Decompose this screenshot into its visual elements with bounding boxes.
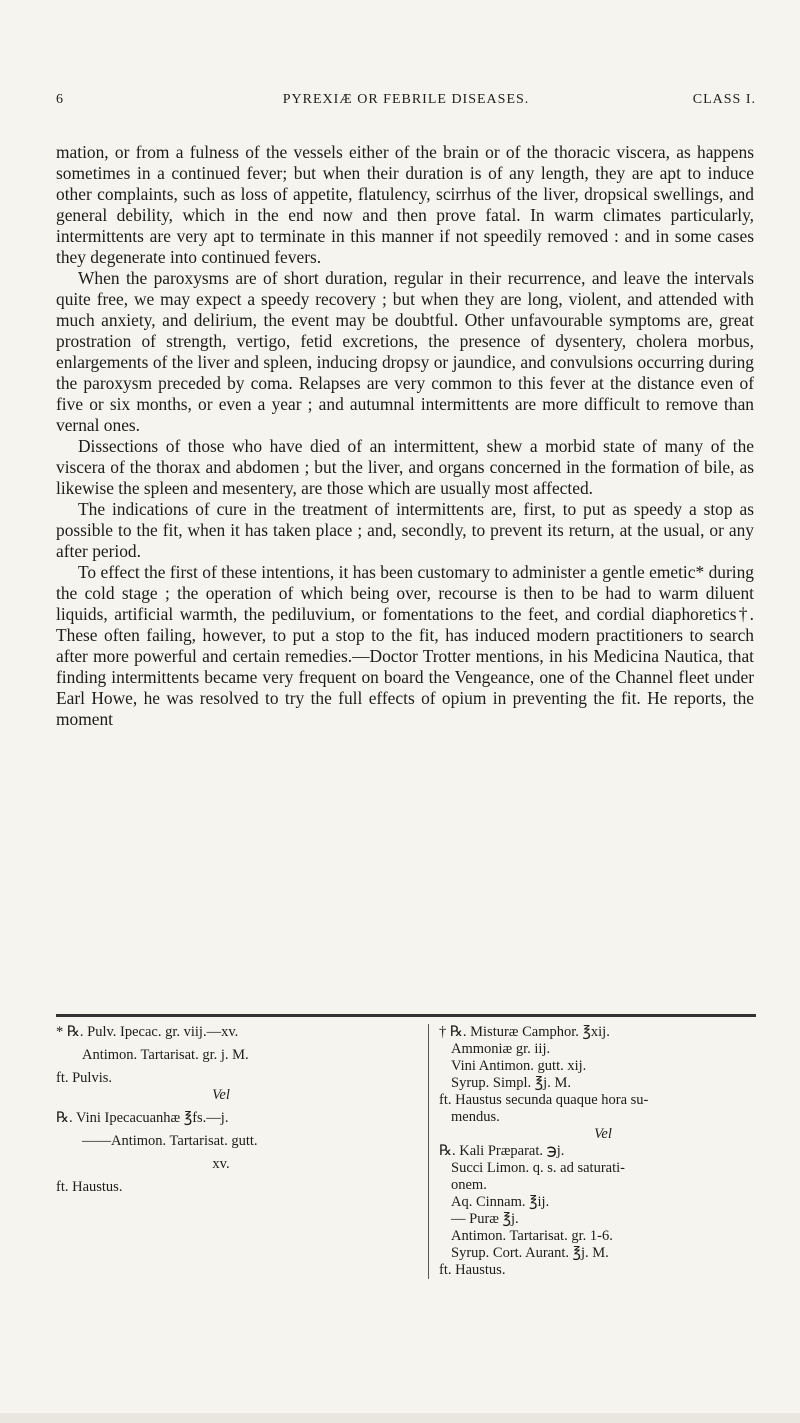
page-edge bbox=[0, 1413, 800, 1423]
paragraph: The indications of cure in the treatment of intermittents are, first, to put as speedy a stop as possible to the fit, when it has taken place ; and, secondly, to prevent its return, at the usual, or any after period. bbox=[56, 499, 754, 561]
footnote-line: Syrup. Simpl. ℥j. M. bbox=[451, 1075, 571, 1091]
footnote-divider bbox=[56, 1014, 756, 1017]
paragraph: To effect the first of these intentions, it has been customary to administer a gentle emetic* during the cold stage ; the operation of which being over, recourse is then to be had to warm diluent liquids, artificial warmth, the pediluvium, or fomentations to the feet, and cordial diaphoretics†. These often failing, however, to put a stop to the fit, has induced modern practitioners to search after more powerful and certain remedies.—Doctor Trotter mentions, in his Medicina Nautica, that finding intermittents became very frequent on board the Vengeance, one of the Channel fleet under Earl Howe, he was resolved to try the full effects of opium in preventing the fit. He reports, the moment bbox=[56, 562, 754, 729]
footnote-line: onem. bbox=[451, 1177, 487, 1193]
footnote-line: * ℞. Pulv. Ipecac. gr. viij.—xv. bbox=[56, 1024, 239, 1040]
paragraph: When the paroxysms are of short duration, regular in their recurrence, and leave the intervals quite free, we may expect a speedy recovery ; but when they are long, violent, and attended with much anxiety, and delirium, the event may be doubtful. Other unfavourable symptoms are, great prostration of strength, vertigo, fetid excretions, the presence of dysentery, cholera morbus, enlargements of the liver and spleen, inducing dropsy or jaundice, and convulsions occurring during the paroxysm preceded by coma. Relapses are very common to this fever at the distance even of five or six months, or even a year ; and autumnal intermittents are more difficult to remove than vernal ones. bbox=[56, 268, 754, 435]
paragraph: Dissections of those who have died of an intermittent, shew a morbid state of many of the viscera of the thorax and abdomen ; but the liver, and organs concerned in the formation of bile, as likewise the spleen and mesentery, are those which are usually most affected. bbox=[56, 436, 754, 498]
footnote-left bbox=[56, 1024, 386, 1196]
footnote-line: xv. bbox=[212, 1156, 230, 1172]
footnote-line: Succi Limon. q. s. ad saturati- bbox=[451, 1160, 625, 1176]
paragraph: mation, or from a fulness of the vessels either of the brain or of the thoracic viscera, as happens sometimes in a continued fever; but when their duration is of any length, they are apt to induce other complaints, such as loss of appetite, flatulency, scirrhus of the liver, dropsical swellings, and general debility, which in the end now and then prove fatal. In warm climates particularly, intermittents are very apt to terminate in this manner if not speedily removed : and in some cases they degenerate into continued fevers. bbox=[56, 142, 754, 267]
footnote-line: † ℞. Misturæ Camphor. ℥xij. bbox=[439, 1024, 610, 1040]
class-label: CLASS I. bbox=[692, 92, 756, 107]
footnote-line: Vini Antimon. gutt. xij. bbox=[451, 1058, 587, 1074]
footnote-right bbox=[428, 1024, 767, 1279]
footnote-line: ft. Haustus. bbox=[56, 1179, 123, 1195]
footnote-line: Ammoniæ gr. iij. bbox=[451, 1041, 551, 1057]
footnote-line: ft. Haustus. bbox=[439, 1262, 506, 1278]
footnote-line: Aq. Cinnam. ℥ij. bbox=[451, 1194, 550, 1210]
footnote-line: — Puræ ℥j. bbox=[451, 1211, 519, 1227]
footnote-line: ℞. Vini Ipecacuanhæ ℥fs.—j. bbox=[56, 1110, 229, 1126]
footnote-line: ——Antimon. Tartarisat. gutt. bbox=[82, 1133, 258, 1149]
page-number: 6 bbox=[56, 92, 64, 107]
main-text bbox=[56, 142, 754, 730]
footnote-line: Vel bbox=[212, 1087, 230, 1103]
footnote-line: Antimon. Tartarisat. gr. 1-6. bbox=[451, 1228, 613, 1244]
footnote-line: ft. Pulvis. bbox=[56, 1070, 112, 1086]
footnote-line: ft. Haustus secunda quaque hora su- bbox=[439, 1092, 649, 1108]
footnote-line: Syrup. Cort. Aurant. ℥j. M. bbox=[451, 1245, 609, 1261]
footnote-line: mendus. bbox=[451, 1109, 500, 1125]
running-title: PYREXIÆ OR FEBRILE DISEASES. bbox=[282, 92, 530, 107]
running-header bbox=[56, 92, 756, 114]
footnote-line: Antimon. Tartarisat. gr. j. M. bbox=[82, 1047, 249, 1063]
footnote-line: ℞. Kali Præparat. ℈j. bbox=[439, 1143, 565, 1159]
footnote-line: Vel bbox=[594, 1126, 612, 1142]
